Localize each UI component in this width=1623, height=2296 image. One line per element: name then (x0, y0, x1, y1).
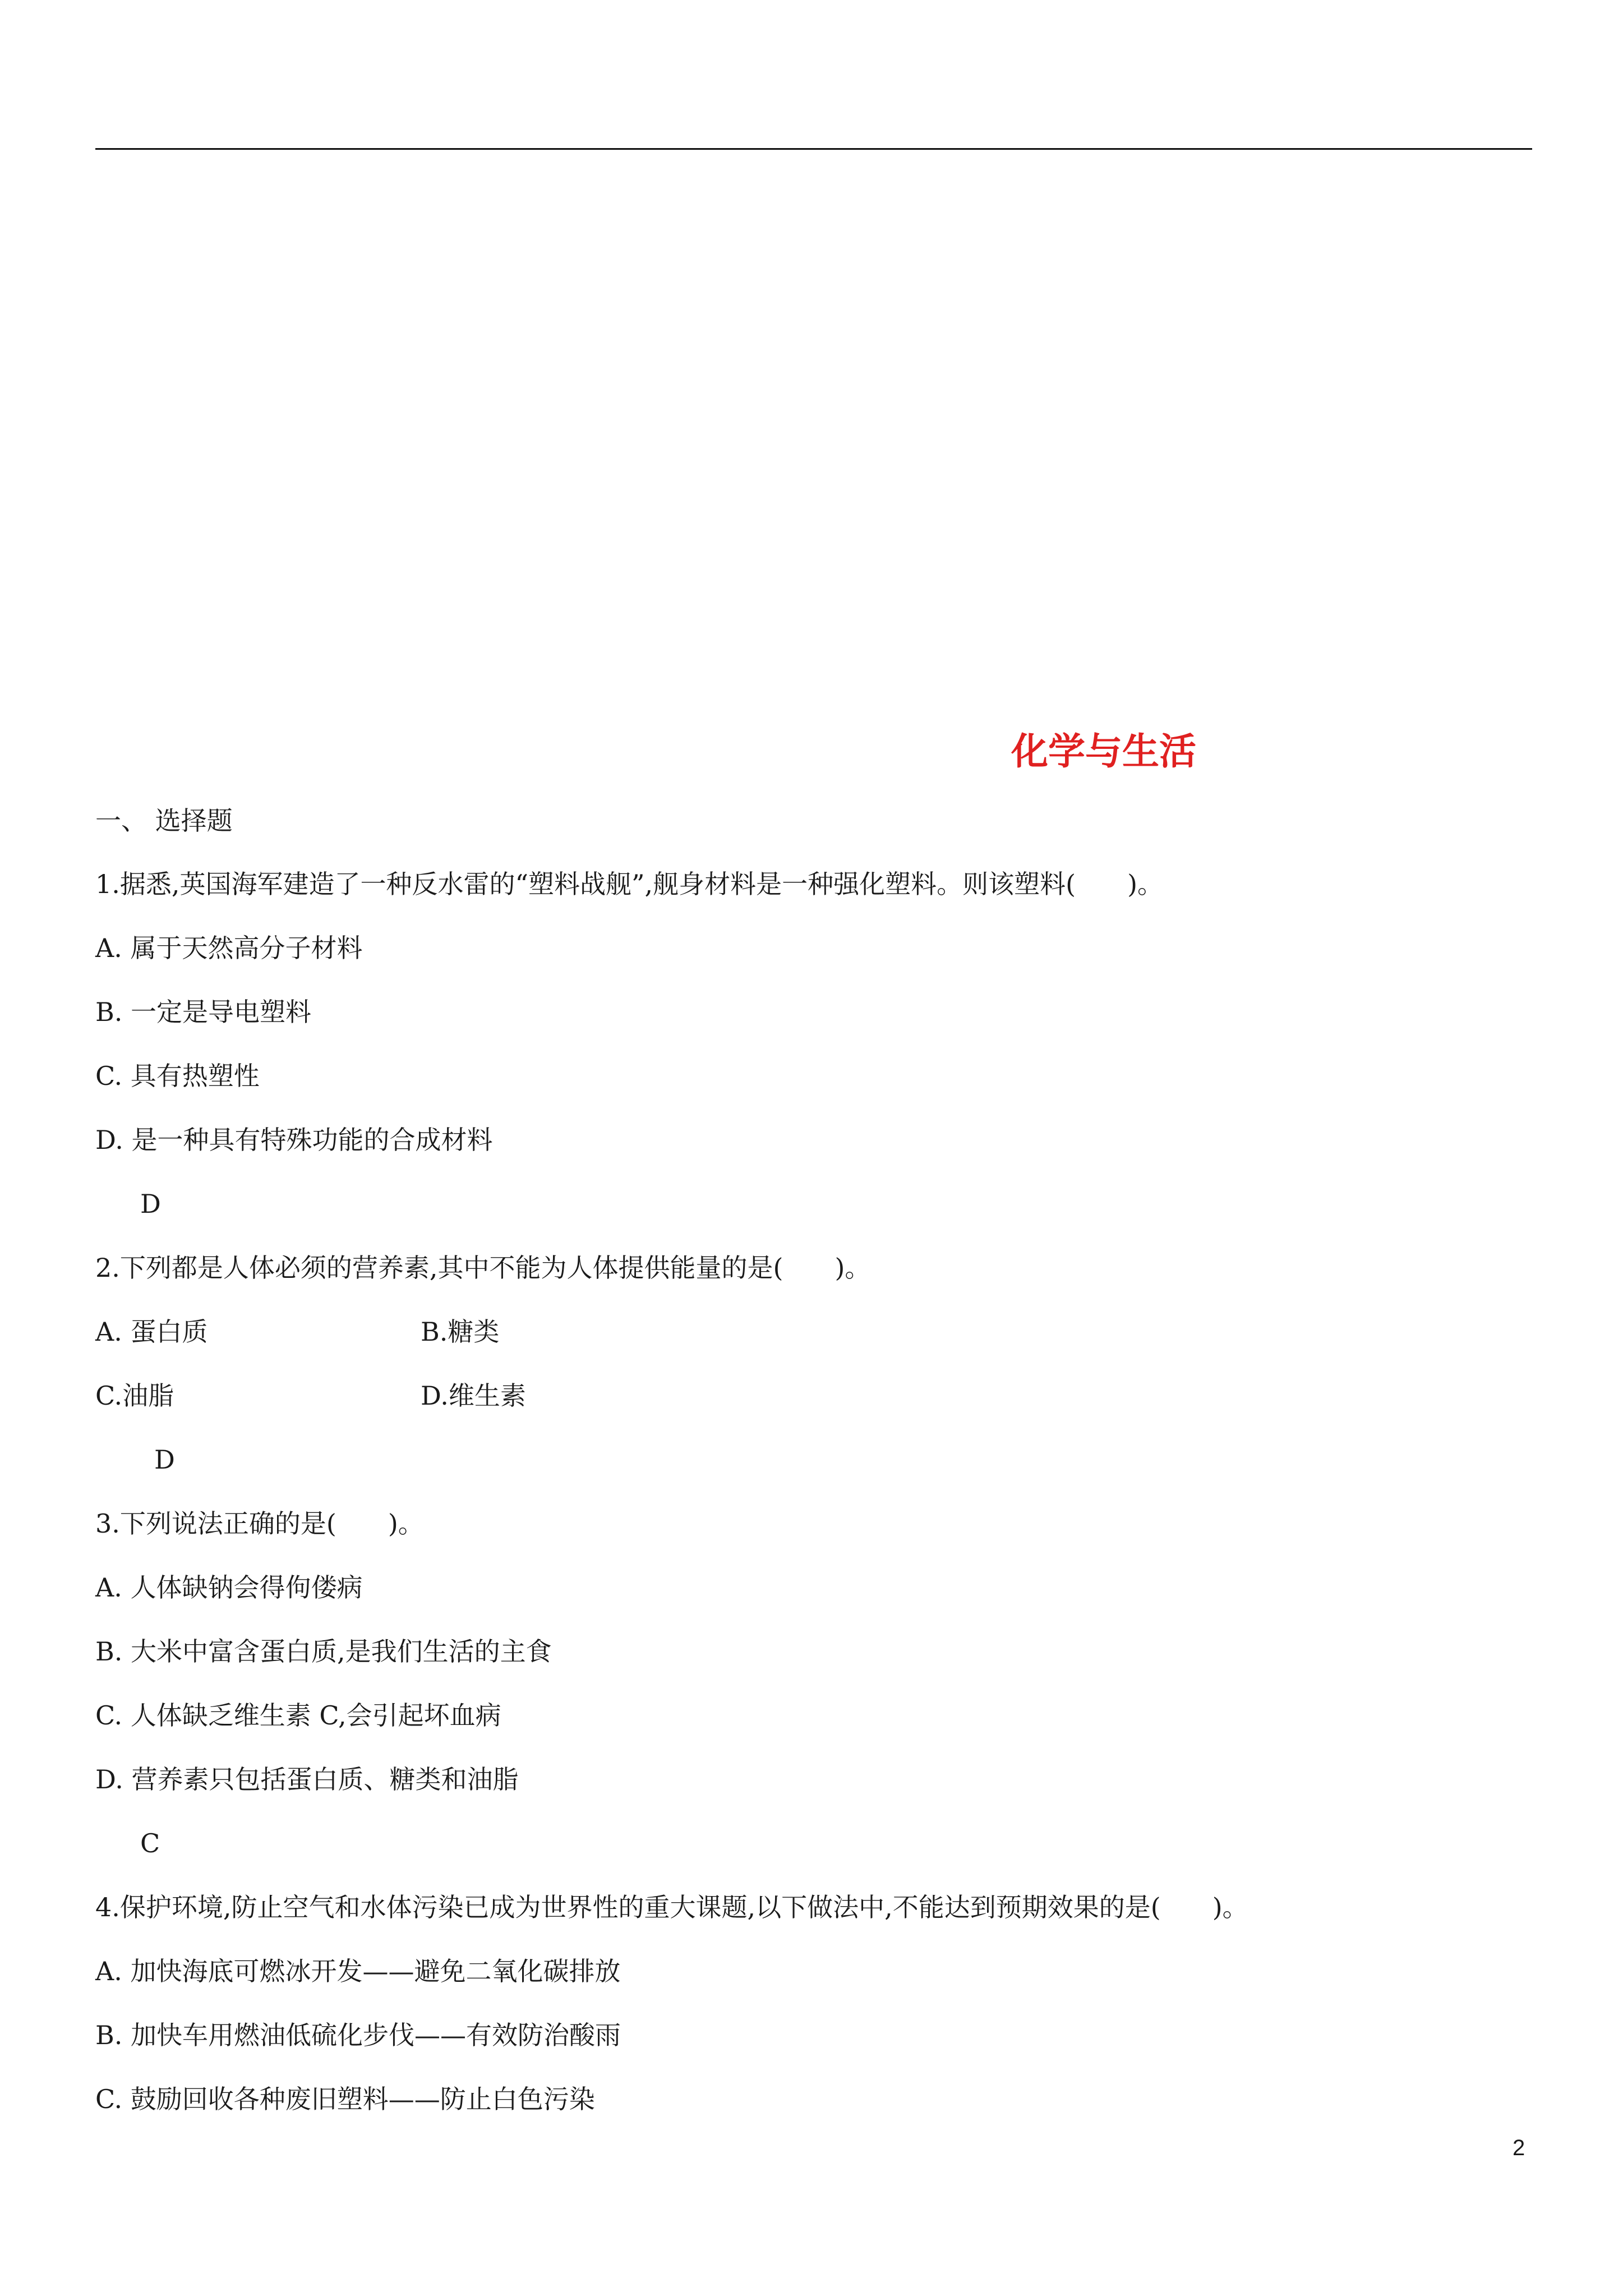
question-4-option-b: B. 加快车用燃油低硫化步伐——有效防治酸雨 (95, 2020, 621, 2050)
question-1-answer: D (140, 1189, 161, 1219)
question-3-option-a: A. 人体缺钠会得佝偻病 (95, 1572, 363, 1603)
question-3-answer: C (140, 1828, 160, 1858)
question-4-option-c: C. 鼓励回收各种废旧塑料——防止白色污染 (95, 2084, 595, 2114)
question-4-stem: 4.保护环境,防止空气和水体污染已成为世界性的重大课题,以下做法中,不能达到预期效果的是( )。 (95, 1892, 1248, 1922)
header-rule (95, 148, 1532, 150)
question-2-option-c: C.油脂 (95, 1381, 174, 1411)
question-2-stem: 2.下列都是人体必须的营养素,其中不能为人体提供能量的是( )。 (95, 1253, 871, 1283)
question-3-option-d: D. 营养素只包括蛋白质、糖类和油脂 (95, 1764, 519, 1795)
question-1-option-a: A. 属于天然高分子材料 (95, 933, 363, 963)
question-3-option-b: B. 大米中富含蛋白质,是我们生活的主食 (95, 1636, 552, 1667)
question-2-option-a: A. 蛋白质 (95, 1317, 208, 1347)
section-heading: 一、 选择题 (95, 806, 233, 836)
question-1-option-d: D. 是一种具有特殊功能的合成材料 (95, 1125, 493, 1155)
question-3-stem: 3.下列说法正确的是( )。 (95, 1508, 424, 1539)
question-1-stem: 1.据悉,英国海军建造了一种反水雷的“塑料战舰”,舰身材料是一种强化塑料。则该塑料( )。 (95, 869, 1164, 899)
question-2-option-b: B.糖类 (421, 1317, 500, 1347)
question-2-option-d: D.维生素 (421, 1381, 526, 1411)
page-number: 2 (1513, 2136, 1525, 2160)
question-3-option-c: C. 人体缺乏维生素 C,会引起坏血病 (95, 1700, 501, 1731)
question-4-option-a: A. 加快海底可燃冰开发——避免二氧化碳排放 (95, 1956, 621, 1986)
question-2-answer: D (154, 1444, 175, 1475)
question-1-option-b: B. 一定是导电塑料 (95, 997, 312, 1027)
question-1-option-c: C. 具有热塑性 (95, 1061, 260, 1091)
document-title: 化学与生活 (1011, 730, 1196, 773)
